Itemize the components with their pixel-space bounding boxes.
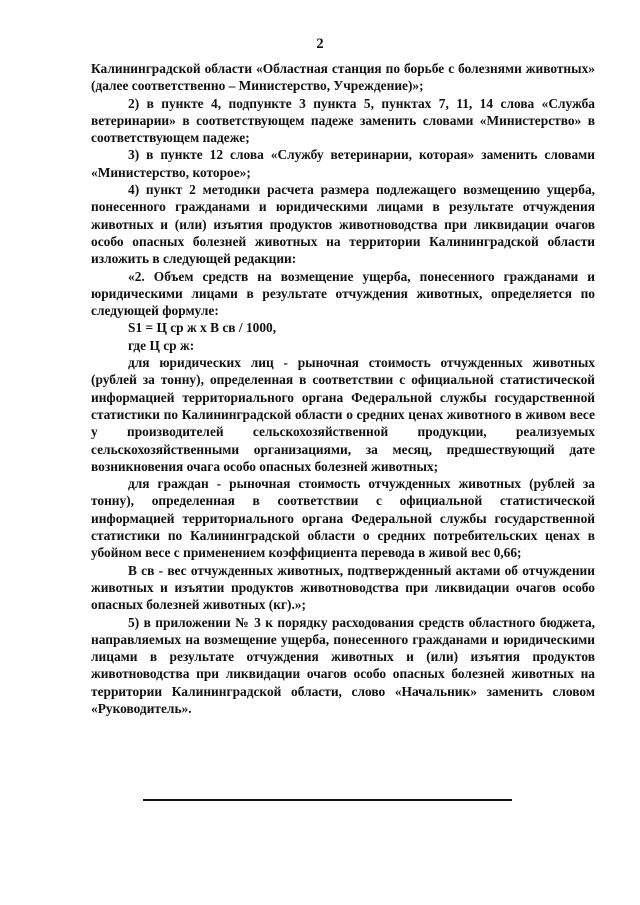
paragraph-continuation: Калининградской области «Областная станция по борьбе с болезнями животных» (далее соответственно – Министерство, Учреждение)»; [91,61,595,94]
paragraph-item-5: 5) в приложении № 3 к порядку расходования средств областного бюджета, направляемых на возмещение ущерба, понесенного гражданами и юридическими лицами в результате отчуждения животных и (или) изъятия продуктов животноводства при ликвидации очагов особо опасных болезней животных на территории Калининградской области, слово «Начальник» заменить словом «Руководитель». [91,614,595,716]
formula-where: где Ц ср ж: [128,337,195,353]
paragraph-item-4: 4) пункт 2 методики расчета размера подлежащего возмещению ущерба, понесенного гражданами и юридическими лицами в результате отчуждения животных и (или) изъятия продуктов животноводства при ликвидации очагов особо опасных болезней животных на территории Калининградской области изложить в следующей редакции: [91,182,595,267]
document-body [91,60,595,717]
paragraph-citizens: для граждан - рыночная стоимость отчужденных животных (рублей за тонну), определенная в соответствии с официальной статистической информацией территориального органа Федеральной службы государственной статистики по Калининградской области о средних потребительских ценах в убойном весе с применением коэффициента перевода в живой вес 0,66; [91,476,595,561]
formula: S1 = Ц ср ж х В св / 1000, [128,320,277,336]
end-rule [143,799,512,801]
paragraph-legal-entities: для юридических лиц - рыночная стоимость отчужденных животных (рублей за тонну), определенная в соответствии с официальной статистической информацией территориального органа Федеральной службы государственной статистики по Калининградской области о средних ценах животного в живом весе у производителей сельскохозяйственной продукции, реализуемых сельскохозяйственными организациями, за месяц, предшествующий дате возникновения очага особо опасных болезней животных; [91,355,595,474]
paragraph-item-2: 2) в пункте 4, подпункте 3 пункта 5, пунктах 7, 11, 14 слова «Служба ветеринарии» в соответствующем падеже заменить словами «Министерство» в соответствующем падеже; [91,95,595,146]
paragraph-quote-intro: «2. Объем средств на возмещение ущерба, понесенного гражданами и юридическими лицами в результате отчуждения животных, определяется по следующей формуле: [91,268,595,319]
paragraph-item-3: 3) в пункте 12 слова «Службу ветеринарии, которая» заменить словами «Министерство, которое»; [91,147,595,180]
page-number: 2 [316,36,324,52]
paragraph-weight: В св - вес отчужденных животных, подтвержденный актами об отчуждении животных и изъятии продуктов животноводства при ликвидации очагов особо опасных болезней животных (кг).»; [91,562,595,613]
